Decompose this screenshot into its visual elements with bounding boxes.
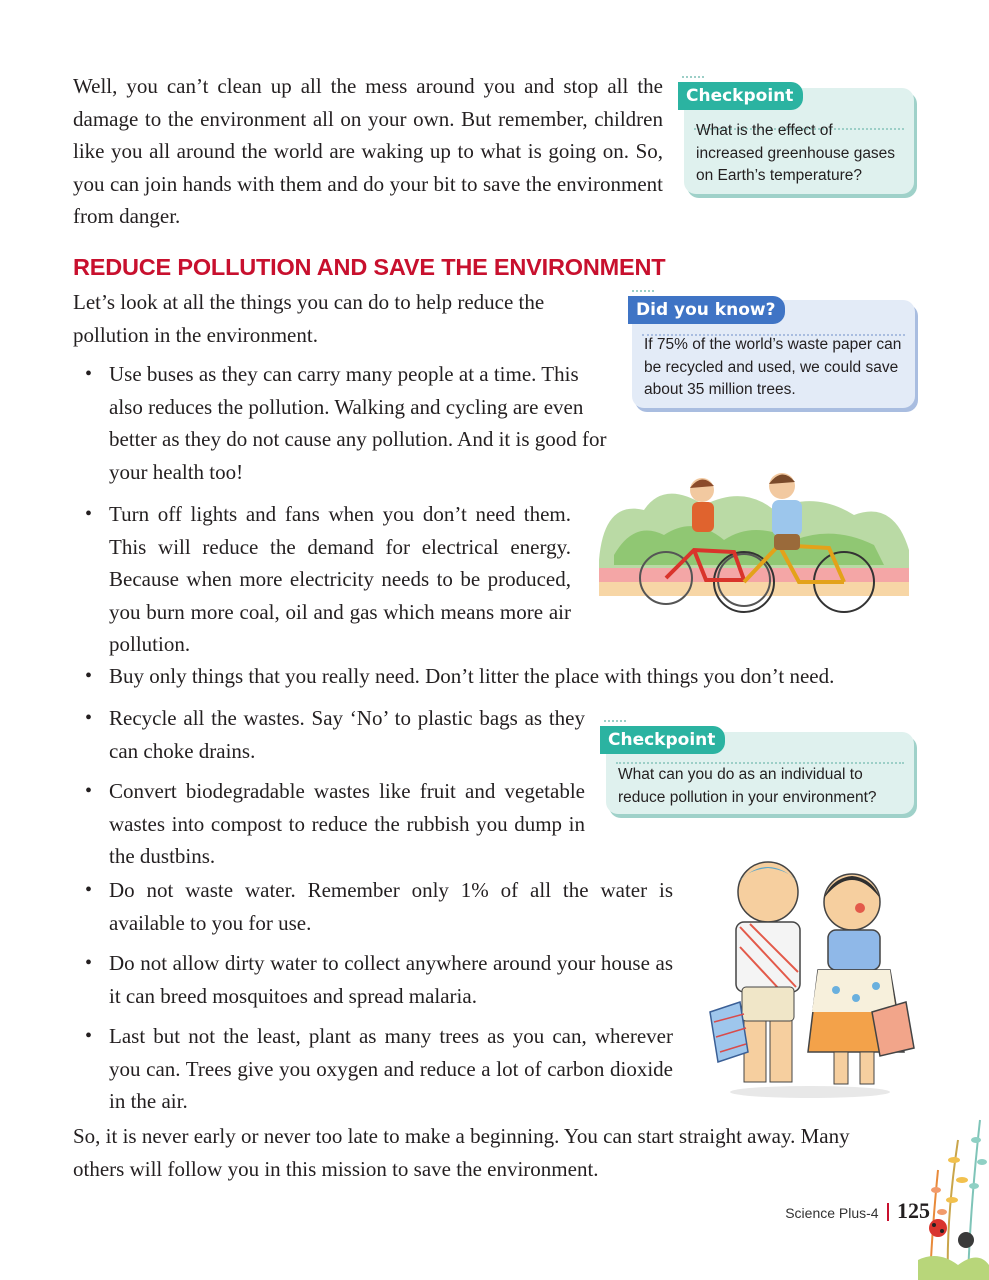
bullet-list [73,874,673,1118]
list-item: • Recycle all the wastes. Say ‘No’ to plastic bags as they can choke drains. [73,702,585,767]
checkpoint-question: What can you do as an individual to reduce pollution in your environment? [618,766,877,806]
did-you-know-fact: If 75% of the world’s waste paper can be recycled and used, we could save about 35 million trees. [644,336,902,398]
did-you-know-tag: Did you know? [628,296,785,324]
lead-paragraph: Let’s look at all the things you can do to help reduce the pollution in the environment. [73,290,545,347]
children-with-bags-illustration [700,852,915,1102]
section-heading: REDUCE POLLUTION AND SAVE THE ENVIRONMENT [73,254,666,280]
closing-paragraph: So, it is never early or never too late to make a beginning. You can start straight away. Many others will follow you in this mission to save the environment. [73,1124,850,1181]
checkpoint-tag: Checkpoint [600,726,725,754]
list-item: • Do not allow dirty water to collect anywhere around your house as it can breed mosquitoes and spread malaria. [73,947,673,1012]
book-title: Science Plus-4 [785,1205,879,1221]
list-item: • Do not waste water. Remember only 1% of all the water is available to you for use. [73,874,673,939]
page-number: 125 [897,1198,930,1223]
list-item: • Last but not the least, plant as many trees as you can, wherever you can. Trees give you oxygen and reduce a lot of carbon dioxide in the air. [73,1020,673,1118]
children-cycling-illustration [594,460,914,620]
list-item: • Use buses as they can carry many people at a time. This also reduces the pollution. Walking and cycling are even better as they do not cause any pollution. And it is good for your health too! [73,358,613,488]
bullet-list [73,702,585,873]
floral-corner-decoration [918,1100,989,1280]
list-item: • Convert biodegradable wastes like fruit and vegetable wastes into compost to reduce the rubbish you dump in the dustbins. [73,775,585,873]
list-item: • Turn off lights and fans when you don’t need them. This will reduce the demand for electrical energy. Because when more electricity needs to be produced, you burn more coal, oil and gas which means more air pollution. [73,498,571,661]
list-item: • Buy only things that you really need. Don’t litter the place with things you don’t need. [73,660,923,693]
checkpoint-question: What is the effect of increased greenhouse gases on Earth’s temperature? [696,122,896,184]
footer-divider [887,1203,889,1221]
page-footer [730,1198,930,1224]
checkpoint-tag: Checkpoint [678,82,803,110]
bullet-list [73,660,923,693]
bullet-list [73,358,613,661]
intro-paragraph: Well, you can’t clean up all the mess around you and stop all the damage to the environment all on your own. But remember, children like you all around the world are waking up to what is going on. So, you can join hands with them and do your bit to save the environment from danger. [73,74,663,228]
